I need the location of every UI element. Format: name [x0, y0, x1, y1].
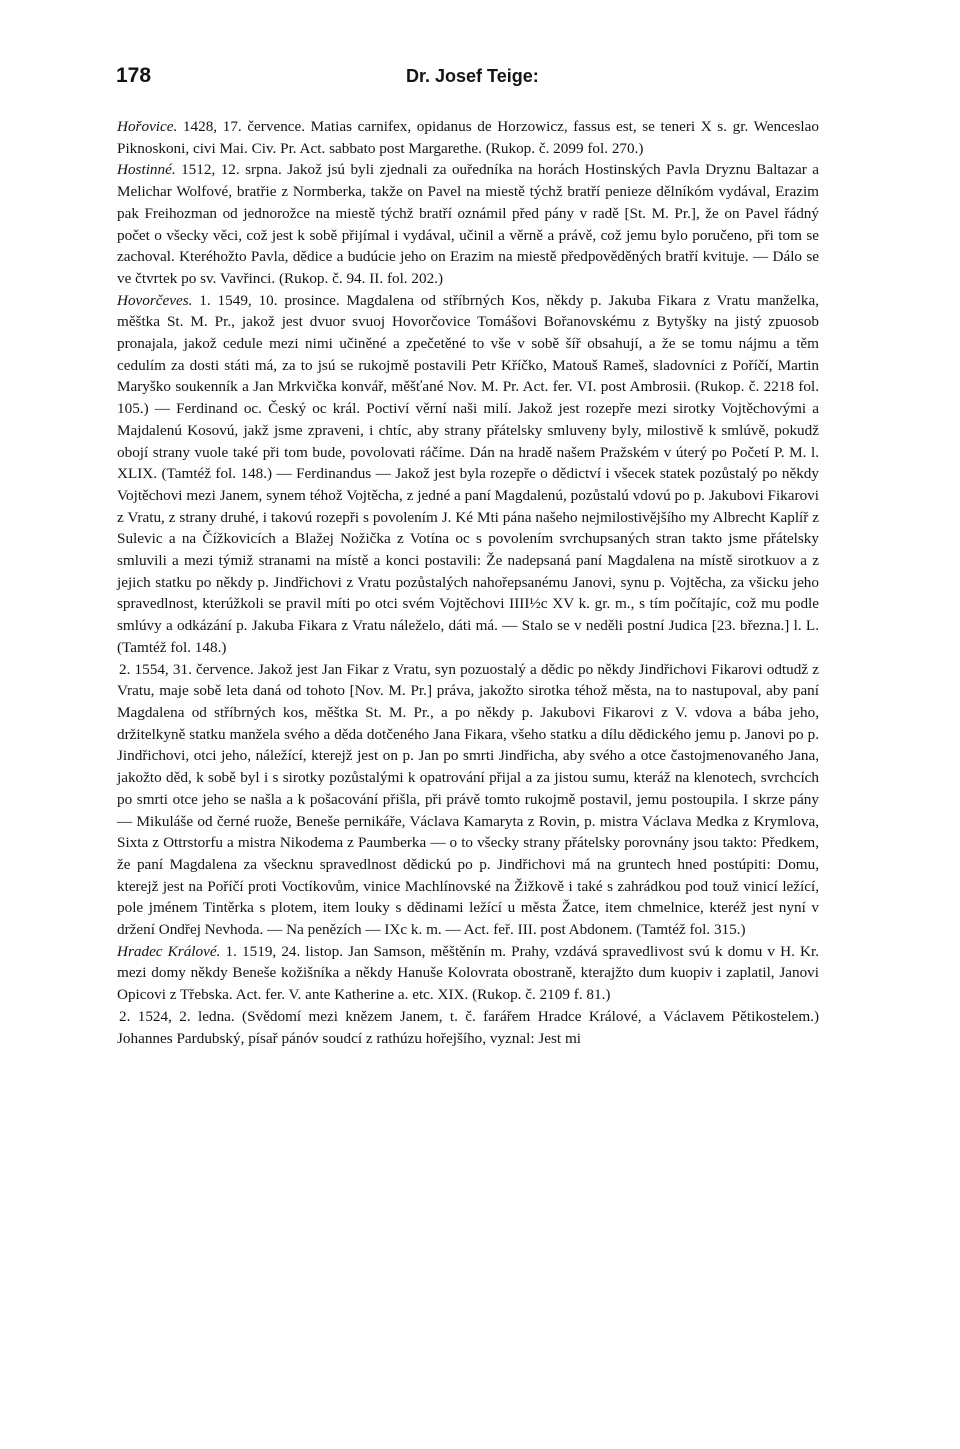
page-header [116, 64, 816, 94]
entry-text: 2. 1554, 31. července. Jakož jest Jan Fikar z Vratu, syn pozuostalý a dědic po někdy Jindřichovi Fikarovi odtudž z Vratu, maje sobě leta daná od tohoto [Nov. M. Pr.] práva, jakožto sirotka téhož města, na to nastupoval, aby paní Magdalena od stříbrných kos, měštka St. M. Pr., a po někdy p. Jakubovi Fikarovi z V. vdova a bába jeho, držitelkyně statku manžela svého a děda dotčeného Jana Fikara, všeho statku a dílu dědického jemu p. Janovi po p. Jindřichovi, otci jeho, náležící, kterejž jest on p. Jan po smrti Jindřicha, aby svého a otce častojmenovaného Jana, jakožto děd, k sobě byl i s sirotky pozůstalými k opatrování přijal a za jistou sumu, kteráž na klenotech, svrchcích po smrti otce jeho se našla a k pošacování přišla, při právě tomto rukojmě postavil, jemu postoupila. I skrze pány — Mikuláše od černé ruože, Beneše pernikáře, Václava Kamaryta z Rovin, p. mistra Václava Medka z Krymlova, Sixta z Ottrstorfu a mistra Nikodema z Paumberka — o to všecky strany přátelsky porovnány jsou takto: Předkem, že paní Magdalena za všecknu spravedlnost dědickú po p. Jindřichovi má na gruntech hned postúpiti: Domu, kterejž jest na Poříčí proti Voctíkovům, vinice Machlínovské na Žižkově i také s zahrádkou pod touž vinicí ležící, pole jménem Tintěrka s plotem, item louky s dědinami ležící u města Žatce, item chmelnice, kteréž jest nyní v držení Ondřej Nevhoda. — Na penězích — IXc k. m. — Act. feř. III. post Abdonem. (Tamtéž fol. 315.) [117, 660, 819, 939]
entry-hostinne [117, 159, 819, 289]
entry-text: 1512, 12. srpna. Jakož jsú byli zjednali za ouředníka na horách Hostinských Pavla Dryznu Baltazar a Melichar Wolfové, bratřie z Normberka, takže on Pavel na miestě týchž bratří penieze dělníkóm vydával, Erazim pak Freihozman od jednorožce na miestě týchž bratří oznámil před pány v radě [St. M. Pr.], že on Pavel řádný počet o všecky věci, což jest k sobě přijímal i vydával, učinil a věrně a právě, což jemu bylo poručeno, při tom se zachoval. Kteréhožto Pavla, dědice a budúcie jeho on Erazim na miestě předpověděných bratří kvituje. — Dálo se ve čtvrtek po sv. Vavřinci. (Rukop. č. 94. II. fol. 202.) [117, 161, 819, 287]
entry-text: 1428, 17. července. Matias carnifex, opidanus de Horzowicz, fassus est, se teneri X s. gr. Wenceslao Piknoskoni, civi Mai. Civ. Pr. Act. sabbato post Margarethe. (Rukop. č. 2099 fol. 270.) [117, 118, 819, 157]
entry-text: 2. 1524, 2. ledna. (Svědomí mezi knězem Janem, t. č. farářem Hradce Králové, a Václavem Pětikostelem.) Johannes Pardubský, písař pánóv soudcí z rathúzu hořejšího, vyznal: Jest mi [117, 1007, 819, 1047]
entry-hovorceves-1 [117, 290, 819, 659]
entry-hradec-kralove-1 [117, 941, 819, 1006]
entry-text: 1. 1549, 10. prosince. Magdalena od stříbrných Kos, někdy p. Jakuba Fikara z Vratu manželka, měštka St. M. Pr., jakož jest dvuor svuoj Hovorčovice Tomášovi Bořanovskému z Bytyšky na jistý zpuosob pronajala, jakož cedule mezi nimi učiněné a zpečetěné to vše v sobě šíř obsahují, a že se tomu nájmu a těm cedulím za dosti státi má, za to jsú se rukojmě postavili Petr Kříčko, Matouš Rameš, sladovníci z Poříčí, Martin Maryško soukenník a Jan Mrkvička konvář, měšťané Nov. M. Pr. Act. fer. VI. post Ambrosii. (Rukop. č. 2218 fol. 105.) — Ferdinand oc. Český oc král. Poctiví věrní naši milí. Jakož jest rozepře mezi sirotky Vojtěchovými a Majdalenú Kosovú, jakž jsme zpraveni, i chtíc, aby strany přátelsky smluveny byly, milostivě k smlúvě, pokudž obojí strany vuole také při tom bude, povolovati ráčíme. Dán na hradě našem Pražském v úterý po Početí P. M. l. XLIX. (Tamtéž fol. 148.) — Ferdinandus — Jakož jest byla rozepře o dědictví i všecek statek pozůstalý po někdy Vojtěchovi mezi Janem, synem téhož Vojtěcha, z jedné a paní Magdalenú, pozůstalú vdovú po p. Jakubovi Fikarovi z Vratu, z strany druhé, i takovú rozepři s povolením J. Ké Mti pána našeho nejmilostivějšího my Albrecht Kaplíř z Sulevic a na Čížkovicích a Blažej Nožička z Votína oc s povolením svrchupsaných stran takto jsme přátelsky smluvili a mezi týmiž stranami na místě a konci postavili: Že nadepsaná paní Magdalena na místě sirotkuov a z jejich statku po někdy p. Jindřichovi z Vratu pozůstalých nahořepsanému Janovi, synu p. Vojtěcha, za všicku jeho spravedlnost, kterúžkoli se pravil míti po otci svém Vojtěchovi IIII½c XV k. gr. m., s tím počítajíc, což mu podle smlúvy a odkázání p. Jakuba Fikara z Vratu náleželo, dáti má. — Stalo se v neděli postní Judica [23. března.] l. L. (Tamtéž fol. 148.) [117, 291, 819, 656]
place-name: Hovorčeves. [117, 291, 193, 309]
document-body [117, 116, 819, 1049]
entry-hovorceves-2 [117, 659, 819, 941]
entry-text: 1. 1519, 24. listop. Jan Samson, měštěnín m. Prahy, vzdává spravedlivost svú k domu v H. Kr. mezi domy někdy Beneše kožišníka a někdy Hanuše Kolovrata obostraně, kterajžto dum kuopiv i zaplatil, Janovi Opicovi z Třebska. Act. fer. V. ante Katherine a. etc. XIX. (Rukop. č. 2109 f. 81.) [117, 942, 820, 1004]
page-number: 178 [116, 64, 152, 87]
entry-hradec-kralove-2 [117, 1006, 819, 1049]
entry-horovice [117, 116, 819, 159]
place-name: Hořovice. [117, 118, 178, 135]
place-name: Hostinné. [117, 161, 176, 179]
place-name: Hradec Králové. [117, 942, 221, 960]
running-head: Dr. Josef Teige: [406, 66, 539, 86]
